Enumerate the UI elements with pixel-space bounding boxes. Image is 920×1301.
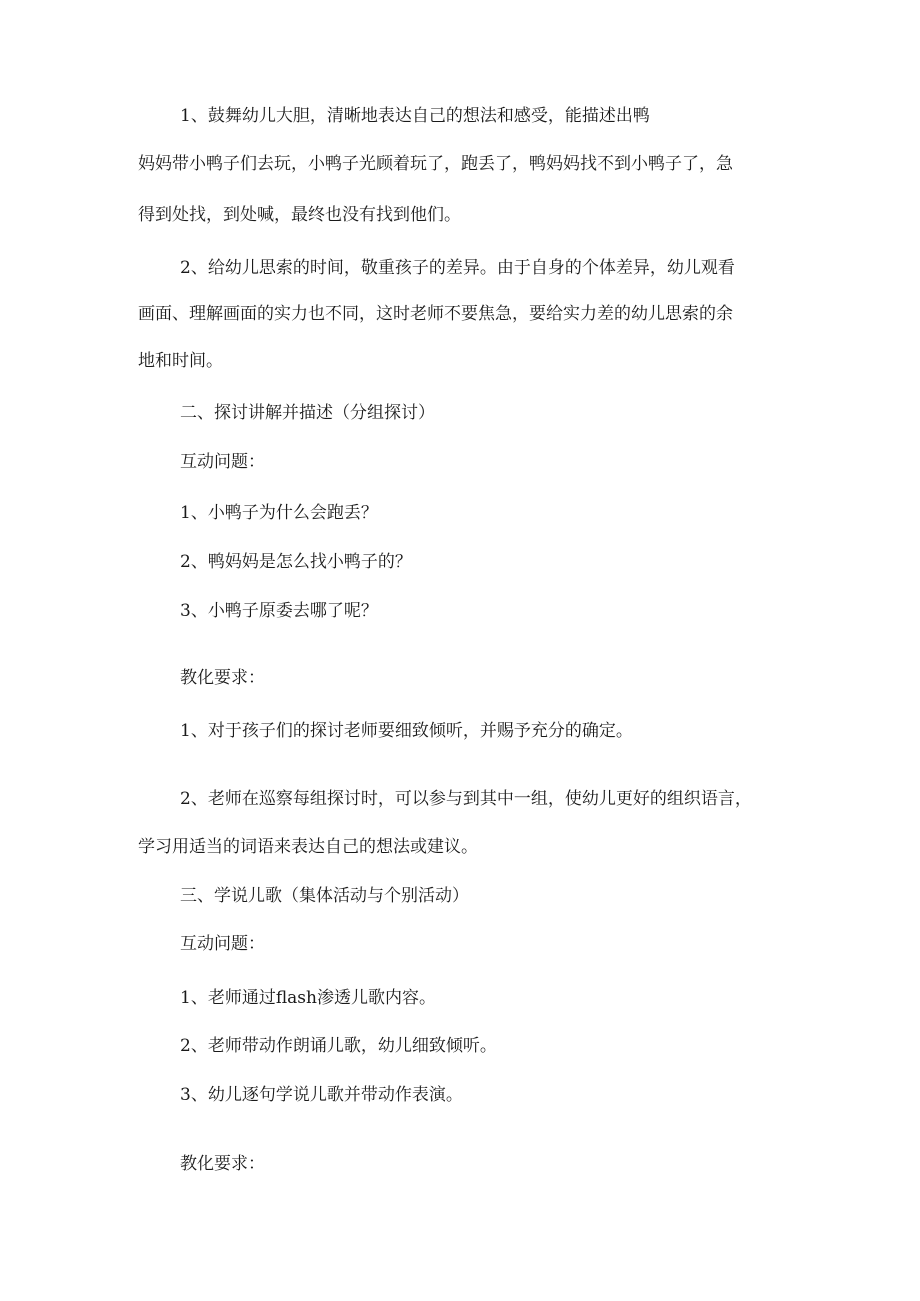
list-item: 1、老师通过flash渗透儿歌内容。 bbox=[180, 988, 436, 1008]
subheading: 互动问题： bbox=[180, 452, 265, 472]
paragraph-line: 得到处找，到处喊，最终也没有找到他们。 bbox=[138, 205, 461, 225]
list-item: 2、鸭妈妈是怎么找小鸭子的？ bbox=[180, 552, 412, 572]
subheading: 教化要求： bbox=[180, 1154, 265, 1174]
paragraph-line: 画面、理解画面的实力也不同，这时老师不要焦急，要给实力差的幼儿思索的余 bbox=[138, 304, 733, 324]
list-item: 1、对于孩子们的探讨老师要细致倾听，并赐予充分的确定。 bbox=[180, 721, 633, 741]
list-item: 1、小鸭子为什么会跑丢？ bbox=[180, 503, 378, 523]
section-heading: 二、探讨讲解并描述（分组探讨） bbox=[180, 403, 435, 423]
paragraph-line: 学习用适当的词语来表达自己的想法或建议。 bbox=[138, 837, 478, 857]
section-heading: 三、学说儿歌（集体活动与个别活动） bbox=[180, 886, 469, 906]
paragraph-line: 1、鼓舞幼儿大胆，清晰地表达自己的想法和感受，能描述出鸭 bbox=[180, 106, 650, 126]
paragraph-line: 2、给幼儿思索的时间，敬重孩子的差异。由于自身的个体差异，幼儿观看 bbox=[180, 258, 735, 278]
list-item: 3、小鸭子原委去哪了呢？ bbox=[180, 601, 378, 621]
paragraph-line: 妈妈带小鸭子们去玩，小鸭子光顾着玩了，跑丢了，鸭妈妈找不到小鸭子了，急 bbox=[138, 154, 733, 174]
list-item: 2、老师带动作朗诵儿歌，幼儿细致倾听。 bbox=[180, 1036, 497, 1056]
subheading: 教化要求： bbox=[180, 668, 265, 688]
list-item: 3、幼儿逐句学说儿歌并带动作表演。 bbox=[180, 1085, 463, 1105]
subheading: 互动问题： bbox=[180, 934, 265, 954]
paragraph-line: 地和时间。 bbox=[138, 351, 223, 371]
list-item: 2、老师在巡察每组探讨时，可以参与到其中一组，使幼儿更好的组织语言， bbox=[180, 789, 752, 809]
